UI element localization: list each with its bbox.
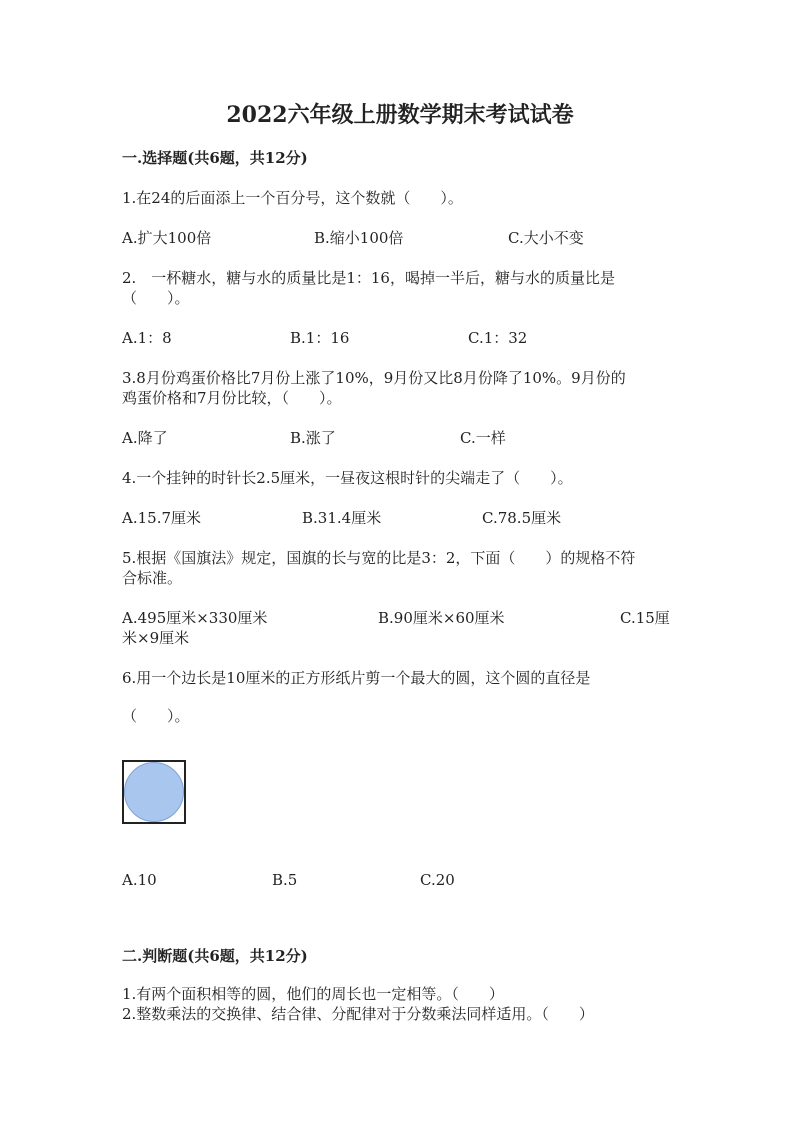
q6-option-a: A.10: [122, 871, 157, 889]
q1-option-a: A.扩大100倍: [122, 229, 212, 247]
page-title: 2022六年级上册数学期末考试试卷: [226, 102, 574, 128]
q5-option-c-line2: 米×9厘米: [122, 629, 190, 647]
q2-option-a: A.1：8: [122, 329, 172, 347]
q6-stem: 6.用一个边长是10厘米的正方形纸片剪一个最大的圆，这个圆的直径是: [122, 669, 591, 687]
q2-stem-line1: 2. 一杯糖水，糖与水的质量比是1：16，喝掉一半后，糖与水的质量比是: [122, 269, 615, 287]
q6-option-c: C.20: [420, 871, 455, 889]
q3-stem-line2: 鸡蛋价格和7月份比较，（ ）。: [122, 389, 342, 407]
judge-q2: 2.整数乘法的交换律、结合律、分配律对于分数乘法同样适用。（ ）: [122, 1005, 594, 1023]
q1-option-b: B.缩小100倍: [314, 229, 404, 247]
q3-stem-line1: 3.8月份鸡蛋价格比7月份上涨了10%，9月份又比8月份降了10%。9月份的: [122, 369, 626, 387]
q4-stem: 4.一个挂钟的时针长2.5厘米，一昼夜这根时针的尖端走了（ ）。: [122, 469, 573, 487]
q2-option-c: C.1：32: [468, 329, 528, 347]
section1-heading: 一.选择题(共6题，共12分): [122, 149, 308, 167]
q6-stem-line2: （ ）。: [122, 707, 190, 725]
q3-option-a: A.降了: [122, 429, 168, 447]
q4-option-c: C.78.5厘米: [482, 509, 562, 527]
q5-stem-line1: 5.根据《国旗法》规定，国旗的长与宽的比是3：2，下面（ ）的规格不符: [122, 549, 636, 567]
inscribed-circle: [124, 762, 184, 822]
q2-stem-line2: （ ）。: [122, 289, 190, 307]
q1-stem: 1.在24的后面添上一个百分号，这个数就（ ）。: [122, 189, 463, 207]
q5-stem-line2: 合标准。: [122, 569, 183, 587]
q1-option-c: C.大小不变: [508, 229, 584, 247]
q4-option-b: B.31.4厘米: [302, 509, 382, 527]
square-with-inscribed-circle-figure: [122, 760, 186, 824]
q5-option-a: A.495厘米×330厘米: [122, 609, 268, 627]
q2-option-b: B.1：16: [290, 329, 350, 347]
q4-option-a: A.15.7厘米: [122, 509, 201, 527]
section2-heading: 二.判断题(共6题，共12分): [122, 947, 308, 965]
judge-q1: 1.有两个面积相等的圆，他们的周长也一定相等。（ ）: [122, 985, 504, 1003]
q3-option-b: B.涨了: [290, 429, 336, 447]
q5-option-c-line1: C.15厘: [620, 609, 670, 627]
q3-option-c: C.一样: [460, 429, 506, 447]
q5-option-b: B.90厘米×60厘米: [378, 609, 505, 627]
q6-option-b: B.5: [272, 871, 298, 889]
